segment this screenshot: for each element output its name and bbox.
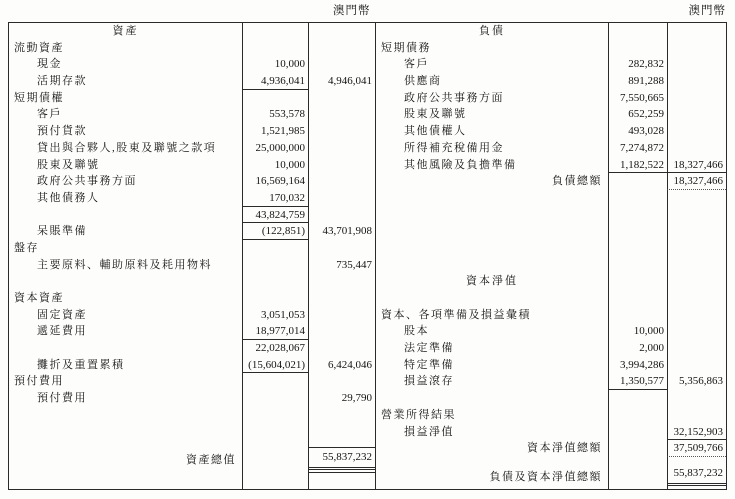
table-row	[376, 106, 726, 123]
total-liabilities-equity-value: 55,837,232	[668, 464, 726, 484]
amount-cell	[308, 273, 375, 290]
row-label: 供應商	[404, 75, 442, 88]
currency-label: 澳門幣	[333, 5, 371, 17]
table-row	[9, 56, 375, 73]
table-row	[9, 40, 375, 57]
amount-cell: 1,521,985	[242, 123, 308, 140]
amount-cell	[667, 257, 726, 274]
row-label: 所得補充稅備用金	[404, 141, 504, 154]
amount-cell: 10,000	[608, 323, 667, 340]
amount-cell	[667, 407, 726, 424]
amount-cell	[308, 23, 375, 40]
amount-cell: 3,994,286	[608, 357, 667, 374]
row-label: 客戶	[37, 108, 62, 121]
net-worth-header: 資本淨值	[466, 275, 518, 288]
total-row	[9, 440, 375, 489]
row-label	[9, 273, 242, 290]
amount-cell	[667, 190, 726, 207]
amount-cell	[608, 257, 667, 274]
row-label: 股東及聯號	[37, 158, 100, 171]
table-row	[376, 73, 726, 90]
amount-cell: 3,051,053	[242, 307, 308, 324]
amount-cell: 6,424,046	[308, 357, 375, 374]
amount-cell	[608, 457, 667, 489]
total-net-worth-label: 資本淨值總額	[527, 442, 602, 455]
amount-cell	[308, 323, 375, 340]
row-label: 股東及聯號	[404, 108, 467, 121]
table-row	[9, 223, 375, 240]
row-label: 損益滾存	[404, 375, 454, 388]
amount-cell	[667, 73, 726, 90]
amount-cell	[308, 190, 375, 207]
table-row	[9, 240, 375, 257]
table-row	[376, 407, 726, 424]
amount-cell	[667, 23, 726, 40]
amount-cell: (15,604,021)	[242, 357, 308, 374]
amount-cell: 553,578	[242, 106, 308, 123]
total-assets-label: 資產總值	[186, 454, 236, 467]
amount-cell: 18,327,466	[667, 157, 726, 174]
table-row	[376, 257, 726, 274]
amount-cell: 18,977,014	[242, 323, 308, 340]
amount-cell: 7,274,872	[608, 140, 667, 157]
row-label: 預付貨款	[37, 125, 87, 138]
amount-cell	[308, 340, 375, 357]
table-row	[376, 56, 726, 73]
table-row	[9, 273, 375, 290]
amount-cell	[667, 207, 726, 224]
table-row	[9, 323, 375, 340]
amount-cell: 735,447	[308, 257, 375, 274]
amount-cell	[667, 123, 726, 140]
amount-cell	[242, 257, 308, 274]
table-row	[9, 307, 375, 324]
assets-header: 資產	[112, 25, 139, 37]
table-row	[376, 357, 726, 374]
amount-cell: 5,356,863	[667, 373, 726, 390]
row-label	[376, 257, 608, 274]
amount-cell	[308, 140, 375, 157]
amount-cell: 43,701,908	[308, 223, 375, 240]
amount-cell	[242, 240, 308, 257]
amount-cell	[242, 273, 308, 290]
amount-cell	[308, 424, 375, 441]
double-rule	[668, 485, 726, 489]
table-row	[376, 373, 726, 390]
row-label: 其他債權人	[404, 125, 467, 138]
amount-cell: 4,946,041	[308, 73, 375, 90]
amount-cell: 493,028	[608, 123, 667, 140]
amount-cell: (122,851)	[242, 223, 308, 240]
amount-cell	[308, 173, 375, 190]
row-label	[9, 407, 242, 424]
row-label: 短期債權	[14, 91, 64, 104]
total-liabilities-equity-label: 負債及資本淨值總額	[489, 470, 602, 483]
table-row	[376, 323, 726, 340]
amount-cell: 22,028,067	[242, 340, 308, 357]
double-rule	[309, 469, 375, 474]
table-row	[376, 173, 726, 190]
amount-cell	[608, 290, 667, 307]
row-label: 特定準備	[404, 358, 454, 371]
amount-cell	[667, 273, 726, 290]
total-net-worth-value: 37,509,766	[667, 440, 726, 457]
amount-cell	[608, 407, 667, 424]
table-row	[376, 290, 726, 307]
row-label: 其他債務人	[37, 191, 100, 204]
amount-cell	[242, 23, 308, 40]
amount-cell	[308, 290, 375, 307]
table-row	[9, 73, 375, 90]
table-row	[376, 23, 726, 40]
amount-cell	[608, 390, 667, 407]
row-label: 貸出與合夥人,股東及聯號之款項	[37, 141, 217, 154]
amount-cell	[667, 323, 726, 340]
table-row	[9, 257, 375, 274]
amount-cell: 16,569,164	[242, 173, 308, 190]
amount-cell	[608, 40, 667, 57]
table-row	[376, 140, 726, 157]
amount-cell: 10,000	[242, 56, 308, 73]
amount-cell: 282,832	[608, 56, 667, 73]
amount-cell	[242, 373, 308, 390]
amount-cell	[308, 407, 375, 424]
row-label: 損益淨值	[404, 425, 454, 438]
amount-cell	[308, 373, 375, 390]
table-row	[9, 207, 375, 224]
total-assets-value: 55,837,232	[309, 447, 375, 468]
total-liabilities-value: 18,327,466	[667, 173, 726, 190]
amount-cell	[667, 390, 726, 407]
row-label: 攤折及重置累積	[37, 358, 125, 371]
liabilities-section	[376, 23, 726, 489]
amount-cell	[242, 90, 308, 107]
amount-cell	[608, 424, 667, 441]
total-liabilities-label: 負債總額	[552, 175, 602, 188]
row-label: 客戶	[404, 58, 429, 71]
total-row	[376, 457, 726, 489]
row-label: 現金	[37, 58, 62, 71]
table-row	[9, 157, 375, 174]
row-label	[9, 340, 242, 357]
table-row	[9, 173, 375, 190]
amount-cell	[308, 123, 375, 140]
row-label	[376, 290, 608, 307]
row-label: 預付費用	[37, 392, 87, 405]
amount-cell	[242, 440, 308, 489]
amount-cell	[667, 290, 726, 307]
amount-cell	[308, 440, 375, 489]
amount-cell	[308, 240, 375, 257]
table-row	[9, 373, 375, 390]
amount-cell	[242, 390, 308, 407]
table-row	[376, 40, 726, 57]
amount-cell	[608, 223, 667, 240]
amount-cell	[667, 340, 726, 357]
table-row	[9, 407, 375, 424]
row-label: 資本資產	[14, 292, 64, 304]
row-label: 短期債務	[381, 41, 431, 54]
amount-cell	[308, 157, 375, 174]
liabilities-header: 負債	[479, 25, 505, 37]
row-label: 流動資產	[14, 41, 64, 54]
table-row	[376, 307, 726, 324]
amount-cell	[242, 40, 308, 57]
amount-cell: 170,032	[242, 190, 308, 207]
row-label: 資本、各項準備及損益彙積	[381, 308, 531, 321]
amount-cell: 7,550,665	[608, 90, 667, 107]
amount-cell	[242, 290, 308, 307]
table-row	[9, 190, 375, 207]
row-label: 遞延費用	[37, 325, 87, 338]
row-label	[376, 207, 608, 224]
amount-cell: 10,000	[242, 157, 308, 174]
amount-cell: 2,000	[608, 340, 667, 357]
row-label	[9, 207, 242, 224]
row-label: 政府公共事務方面	[37, 175, 137, 188]
row-label: 活期存款	[37, 75, 87, 88]
row-label: 主要原料、輔助原料及耗用物料	[37, 258, 212, 271]
amount-cell	[308, 90, 375, 107]
amount-cell: 652,259	[608, 106, 667, 123]
table-row	[9, 106, 375, 123]
amount-cell	[667, 457, 726, 489]
amount-cell	[608, 273, 667, 290]
table-row	[9, 357, 375, 374]
row-label	[376, 390, 608, 407]
table-row	[376, 207, 726, 224]
assets-section	[9, 23, 376, 489]
amount-cell	[242, 424, 308, 441]
balance-sheet-table	[8, 22, 727, 490]
amount-cell	[667, 307, 726, 324]
table-row	[376, 340, 726, 357]
amount-cell	[608, 173, 667, 190]
amount-cell: 891,288	[608, 73, 667, 90]
row-label	[9, 424, 242, 441]
row-label: 營業所得結果	[381, 408, 456, 421]
amount-cell: 1,182,522	[608, 157, 667, 174]
amount-cell	[608, 207, 667, 224]
row-label: 政府公共事務方面	[404, 91, 504, 104]
amount-cell	[667, 240, 726, 257]
row-label: 其他風險及負擔準備	[404, 158, 517, 171]
row-label: 固定資產	[37, 308, 87, 321]
amount-cell: 43,824,759	[242, 207, 308, 224]
row-label	[376, 240, 608, 257]
amount-cell	[608, 23, 667, 40]
amount-cell	[242, 407, 308, 424]
table-row	[376, 123, 726, 140]
amount-cell	[667, 106, 726, 123]
row-label	[376, 190, 608, 207]
table-row	[376, 440, 726, 457]
table-row	[376, 273, 726, 290]
amount-cell	[667, 357, 726, 374]
table-row	[9, 290, 375, 307]
currency-label: 澳門幣	[688, 5, 726, 17]
table-row	[376, 157, 726, 174]
table-row	[376, 390, 726, 407]
table-row	[9, 123, 375, 140]
row-label: 法定準備	[404, 342, 454, 355]
amount-cell: 29,790	[308, 390, 375, 407]
table-row	[9, 340, 375, 357]
amount-cell: 4,936,041	[242, 73, 308, 90]
table-row	[376, 424, 726, 441]
amount-cell	[308, 207, 375, 224]
amount-cell: 1,350,577	[608, 373, 667, 390]
row-label: 盤存	[14, 241, 39, 254]
table-row	[376, 240, 726, 257]
amount-cell	[308, 40, 375, 57]
table-row	[376, 223, 726, 240]
table-row	[9, 23, 375, 40]
amount-cell	[608, 190, 667, 207]
table-row	[9, 424, 375, 441]
row-label	[376, 223, 608, 240]
amount-cell	[308, 307, 375, 324]
amount-cell	[667, 40, 726, 57]
table-row	[9, 90, 375, 107]
amount-cell	[308, 106, 375, 123]
amount-cell	[608, 240, 667, 257]
amount-cell	[308, 56, 375, 73]
net-income-value: 32,152,903	[667, 424, 726, 441]
row-label: 股本	[404, 325, 429, 338]
table-row	[9, 140, 375, 157]
amount-cell	[608, 307, 667, 324]
row-label: 呆賬準備	[37, 225, 87, 238]
amount-cell	[667, 223, 726, 240]
row-label: 預付費用	[14, 375, 64, 388]
table-row	[376, 90, 726, 107]
amount-cell	[667, 90, 726, 107]
amount-cell	[608, 440, 667, 457]
amount-cell: 25,000,000	[242, 140, 308, 157]
table-row	[9, 390, 375, 407]
table-row	[376, 190, 726, 207]
amount-cell	[667, 56, 726, 73]
amount-cell	[667, 140, 726, 157]
